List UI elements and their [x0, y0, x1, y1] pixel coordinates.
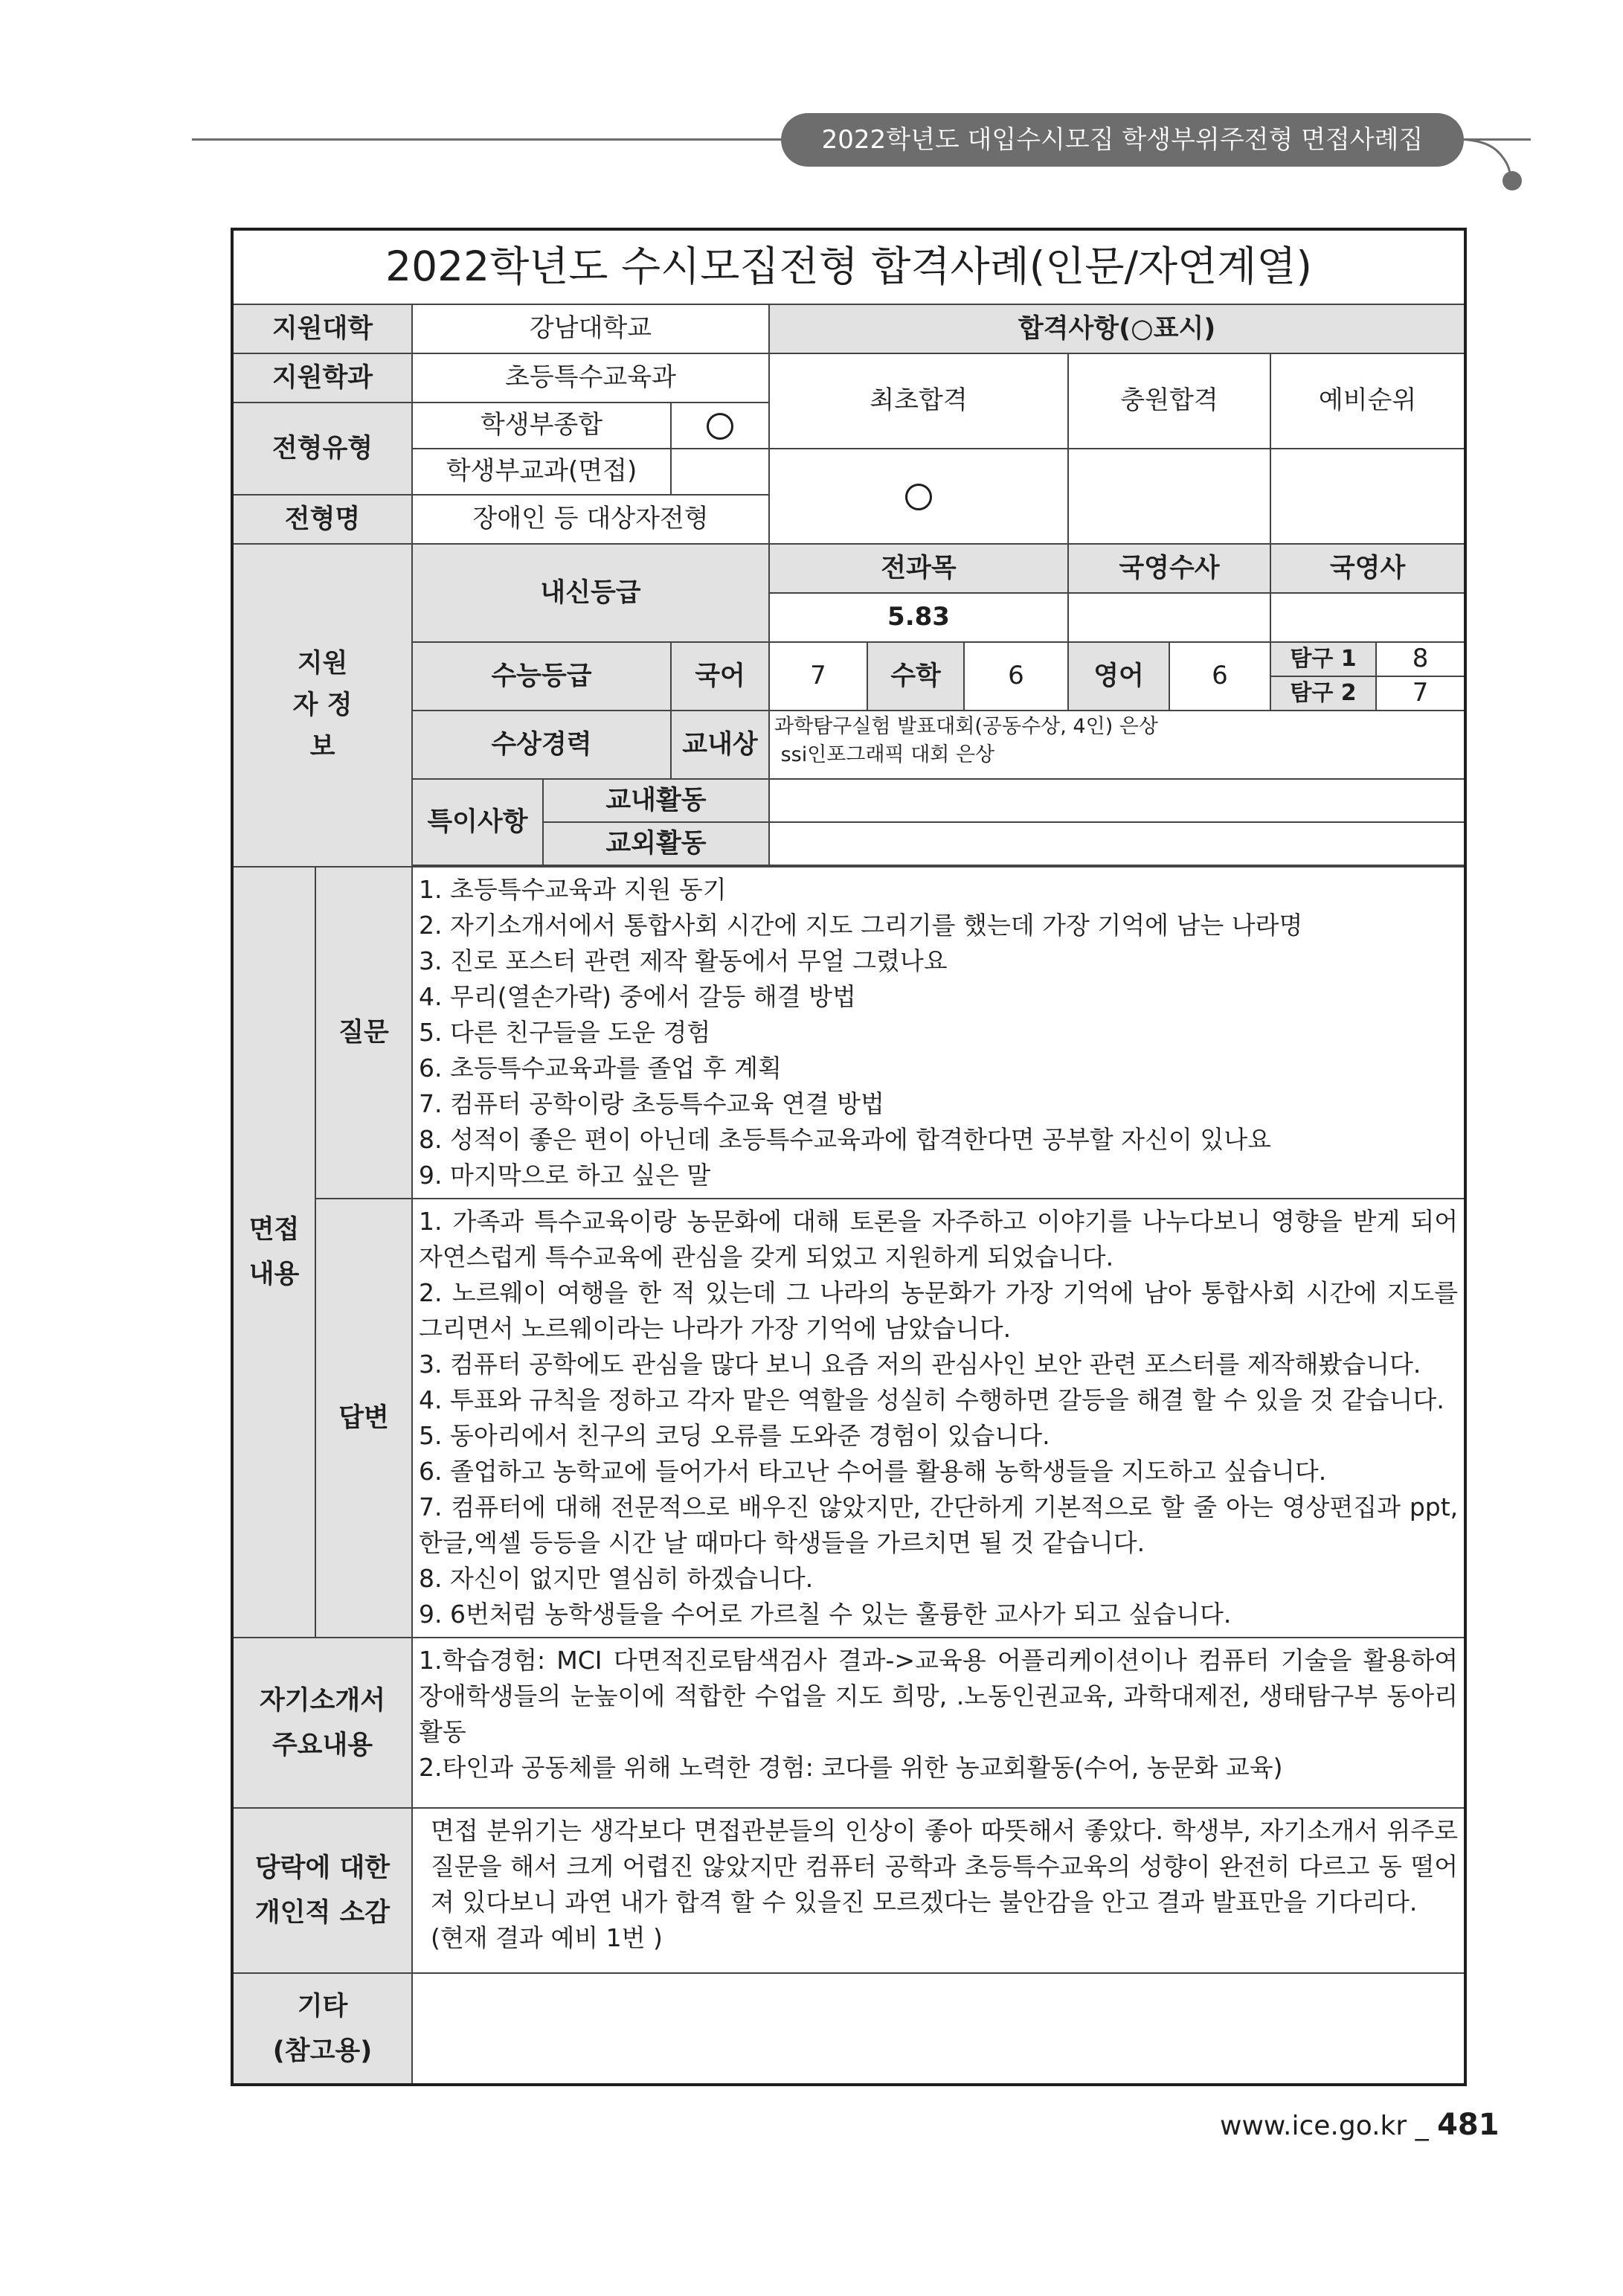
result-header: 합격사항(○표시) — [769, 304, 1465, 353]
university-label: 지원대학 — [232, 304, 412, 353]
inquiry1-label: 탐구 1 — [1270, 642, 1376, 676]
result-additional-label: 충원합격 — [1068, 353, 1270, 449]
out-school-activity-value — [769, 822, 1465, 865]
department-label: 지원학과 — [232, 353, 412, 403]
korean-label: 국어 — [671, 642, 769, 711]
answer-item: 5. 동아리에서 친구의 코딩 오류를 도와준 경험이 있습니다. — [419, 1421, 1050, 1450]
question-item: 2. 자기소개서에서 통합사회 시간에 지도 그리기를 했는데 가장 기억에 남는 나라명 — [419, 911, 1303, 940]
circle-mark-icon — [707, 413, 733, 440]
header-curve-ornament — [1436, 138, 1547, 190]
out-school-activity-label: 교외활동 — [543, 822, 769, 865]
interview-label — [232, 867, 315, 1638]
department-value: 초등특수교육과 — [412, 353, 769, 403]
kes-label: 국영수사 — [1068, 544, 1270, 593]
all-subjects-value: 5.83 — [769, 593, 1068, 642]
english-value: 6 — [1169, 642, 1270, 711]
result-waitlist-mark — [1270, 449, 1465, 544]
answers-list — [412, 1199, 1465, 1638]
english-label: 영어 — [1068, 642, 1169, 711]
all-subjects-label: 전과목 — [769, 544, 1068, 593]
admission-type-grade-interview: 학생부교과(면접) — [412, 449, 671, 495]
math-label: 수학 — [867, 642, 964, 711]
korean-value: 7 — [769, 642, 867, 711]
opinion-text: 면접 분위기는 생각보다 면접관분들의 인상이 좋아 따뜻해서 좋았다. 학생부, 자기소개서 위주로 질문을 해서 크게 어렵진 않았지만 컴퓨터 공학과 초등특수교육의 성향이 완전히 다르고 동 떨어져 있다보니 과연 내가 합격 할 수 있을진 모르겠다는 불안감을 안고 결과 발표만을 기다리다. — [431, 1816, 1459, 1917]
self-intro-item: 1.학습경험: MCI 다면적진로탐색검사 결과->교육용 어플리케이션이나 컴퓨터 기술을 활용하여 장애학생들의 눈높이에 적합한 수업을 지도 희망, .노동인권교육, 과학대제전, 생태탐구부 동아리 활동 — [419, 1646, 1459, 1746]
opinion-status: (현재 결과 예비 1번 ) — [431, 1923, 663, 1952]
award-item: 과학탐구실험 발표대회(공동수상, 4인) 은상 — [774, 715, 1158, 738]
self-intro-label-text: 자기소개서 주요내용 — [259, 1685, 386, 1760]
result-additional-mark — [1068, 449, 1270, 544]
in-school-activity-value — [769, 779, 1465, 822]
award-item: ssi인포그래픽 대회 은상 — [774, 743, 995, 766]
answer-item: 9. 6번처럼 농학생들을 수어로 가르칠 수 있는 훌륭한 교사가 되고 싶습니다. — [419, 1600, 1232, 1629]
applicant-info-label — [232, 544, 412, 867]
questions-list — [412, 867, 1465, 1199]
question-item: 1. 초등특수교육과 지원 동기 — [419, 875, 727, 904]
university-value: 강남대학교 — [412, 304, 769, 353]
answer-item: 1. 가족과 특수교육이랑 농문화에 대해 토론을 자주하고 이야기를 나누다보니 영향을 받게 되어 자연스럽게 특수교육에 관심을 갖게 되었고 지원하게 되었습니다. — [419, 1207, 1459, 1272]
admission-type-grade-interview-mark — [671, 449, 769, 495]
in-school-activity-label: 교내활동 — [543, 779, 769, 822]
answer-item: 8. 자신이 없지만 열심히 하겠습니다. — [419, 1564, 814, 1593]
kem-value — [1270, 593, 1465, 642]
question-item: 7. 컴퓨터 공학이랑 초등특수교육 연결 방법 — [419, 1089, 884, 1118]
result-initial-label: 최초합격 — [769, 353, 1068, 449]
admission-name-value: 장애인 등 대상자전형 — [412, 495, 769, 544]
inquiry1-value: 8 — [1376, 642, 1465, 676]
opinion-label-line2: 개인적 소감 — [254, 1898, 391, 1928]
etc-value — [412, 1973, 1465, 2085]
admission-type-comprehensive: 학생부종합 — [412, 403, 671, 449]
self-intro-content — [412, 1638, 1465, 1808]
question-item: 8. 성적이 좋은 편이 아닌데 초등특수교육과에 합격한다면 공부할 자신이 있나요 — [419, 1125, 1271, 1154]
admission-name-label: 전형명 — [232, 495, 412, 544]
interview-label-text: 면접 내용 — [248, 1215, 300, 1289]
inquiry2-label: 탐구 2 — [1270, 676, 1376, 711]
answer-item: 2. 노르웨이 여행을 한 적 있는데 그 나라의 농문화가 가장 기억에 남아 통합사회 시간에 지도를 그리면서 노르웨이라는 나라가 가장 기억에 남았습니다. — [419, 1278, 1459, 1343]
page-footer — [1220, 2108, 1500, 2142]
result-waitlist-label: 예비순위 — [1270, 353, 1465, 449]
questions-label: 질문 — [315, 867, 412, 1199]
awards-label: 수상경력 — [412, 711, 671, 779]
self-intro-label — [232, 1638, 412, 1808]
answers-label: 답변 — [315, 1199, 412, 1638]
special-notes-label: 특이사항 — [412, 779, 543, 865]
result-initial-mark — [769, 449, 1068, 544]
question-item: 4. 무리(열손가락) 중에서 갈등 해결 방법 — [419, 982, 856, 1011]
answer-item: 7. 컴퓨터에 대해 전문적으로 배우진 않았지만, 간단하게 기본적으로 할 줄 아는 영상편집과 ppt,한글,엑셀 등등을 시간 날 때마다 학생들을 가르치면 될 것 같습니다. — [419, 1492, 1459, 1557]
opinion-label-line1: 당락에 대한 — [254, 1853, 391, 1883]
school-grade-label: 내신등급 — [412, 544, 769, 642]
applicant-info-text: 지원자 정보 — [292, 649, 353, 762]
inquiry2-value: 7 — [1376, 676, 1465, 711]
answer-item: 6. 졸업하고 농학교에 들어가서 타고난 수어를 활용해 농학생들을 지도하고 싶습니다. — [419, 1457, 1327, 1486]
page-number: 481 — [1437, 2108, 1500, 2142]
question-item: 5. 다른 친구들을 도운 경험 — [419, 1018, 711, 1047]
kes-value — [1068, 593, 1270, 642]
kem-label: 국영사 — [1270, 544, 1465, 593]
answer-item: 4. 투표와 규칙을 정하고 각자 맡은 역할을 성실히 수행하면 갈등을 해결 할 수 있을 것 같습니다. — [419, 1385, 1444, 1414]
opinion-label — [232, 1808, 412, 1973]
answer-item: 3. 컴퓨터 공학에도 관심을 많다 보니 요즘 저의 관심사인 보안 관련 포스터를 제작해봤습니다. — [419, 1350, 1421, 1379]
self-intro-item: 2.타인과 공동체를 위해 노력한 경험: 코다를 위한 농교회활동(수어, 농문화 교육) — [419, 1753, 1283, 1782]
csat-label: 수능등급 — [412, 642, 671, 711]
opinion-content — [412, 1808, 1465, 1973]
admission-type-comprehensive-mark — [671, 403, 769, 449]
footer-site: www.ice.go.kr _ — [1220, 2111, 1438, 2141]
admission-type-label: 전형유형 — [232, 403, 412, 495]
running-header: 2022학년도 대입수시모집 학생부위주전형 면접사례집 — [781, 113, 1464, 167]
circle-mark-icon — [905, 484, 932, 510]
etc-label — [232, 1973, 412, 2085]
awards-in-school-label: 교내상 — [671, 711, 769, 779]
admission-case-table — [231, 228, 1467, 2086]
math-value: 6 — [964, 642, 1068, 711]
question-item: 3. 진로 포스터 관련 제작 활동에서 무얼 그렸나요 — [419, 946, 948, 975]
question-item: 9. 마지막으로 하고 싶은 말 — [419, 1161, 711, 1190]
awards-list — [769, 711, 1465, 779]
question-item: 6. 초등특수교육과를 졸업 후 계획 — [419, 1054, 782, 1083]
etc-label-line1: 기타 — [297, 1991, 348, 2021]
form-title: 2022학년도 수시모집전형 합격사례(인문/자연계열) — [232, 229, 1465, 304]
etc-label-line2: (참고용) — [272, 2036, 373, 2066]
